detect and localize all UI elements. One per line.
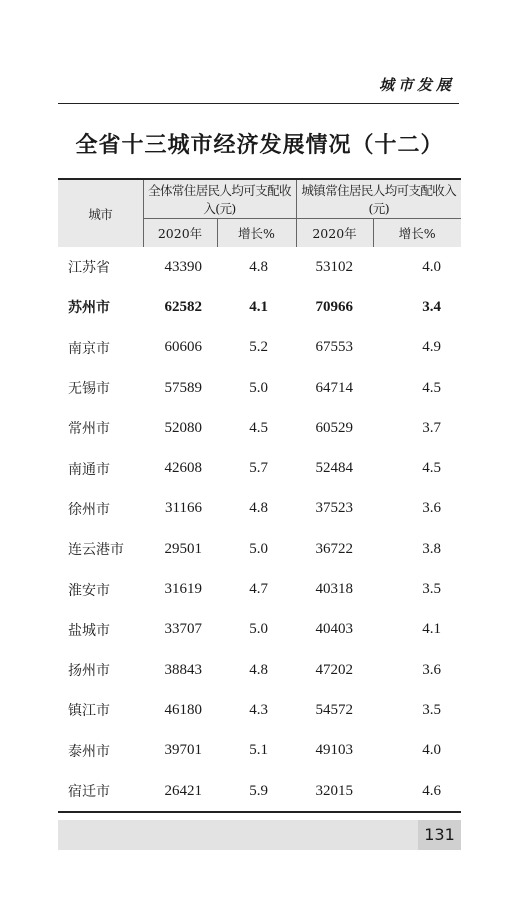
cell-growth-all: 4.3 [249,701,268,718]
cell-growth-urban: 3.5 [422,581,441,598]
cell-income-all: 57589 [164,379,202,396]
cell-income-all: 29501 [164,540,202,557]
cell-income-urban: 53102 [315,258,353,275]
cell-growth-urban: 4.6 [422,782,441,799]
cell-growth-all: 4.8 [249,661,268,678]
cell-growth-all: 5.0 [249,540,268,557]
cell-income-urban: 70966 [315,298,353,315]
cell-growth-urban: 3.6 [422,661,441,678]
cell-income-all: 62582 [164,298,202,315]
cell-income-urban: 37523 [315,500,353,517]
cell-city: 江苏省 [68,260,110,277]
table-row [58,287,461,327]
cell-income-urban: 52484 [315,460,353,477]
page-title: 全省十三城市经济发展情况（十二） [75,133,444,158]
cell-growth-all: 4.8 [249,258,268,275]
cell-income-all: 46180 [164,701,202,718]
table-row [58,408,461,448]
cell-income-all: 43390 [164,258,202,275]
cell-income-urban: 67553 [315,339,353,356]
cell-income-urban: 40403 [315,621,353,638]
table-row [58,771,461,811]
cell-income-urban: 36722 [315,540,353,557]
cell-income-urban: 47202 [315,661,353,678]
cell-growth-urban: 3.6 [422,500,441,517]
cell-growth-all: 4.7 [249,581,268,598]
cell-income-all: 38843 [164,661,202,678]
cell-city: 苏州市 [68,300,110,317]
income-table-grid [58,180,461,811]
cell-growth-all: 5.7 [249,460,268,477]
cell-city: 扬州市 [68,663,110,680]
cell-growth-all: 4.8 [249,500,268,517]
cell-growth-urban: 4.1 [422,621,441,638]
cell-growth-urban: 3.4 [422,298,441,315]
table-row [58,610,461,650]
table-row [58,328,461,368]
column-header-city: 城市 [58,180,143,247]
cell-city: 盐城市 [68,622,110,639]
cell-city: 连云港市 [68,542,124,559]
cell-income-all: 31166 [165,500,202,517]
column-header-year-a: 2020年 [143,219,217,248]
table-row [58,529,461,569]
cell-income-urban: 64714 [315,379,353,396]
income-table [58,178,461,813]
cell-growth-urban: 4.0 [422,258,441,275]
header-divider [58,103,459,104]
cell-income-all: 42608 [164,460,202,477]
cell-growth-urban: 4.5 [422,460,441,477]
table-row [58,489,461,529]
cell-city: 南通市 [68,461,110,478]
page-number: 131 [418,820,461,850]
cell-city: 南京市 [68,340,110,357]
cell-income-all: 33707 [164,621,202,638]
column-header-growth-a: 增长% [217,219,296,248]
column-header-year-b: 2020年 [296,219,373,248]
cell-growth-urban: 3.5 [422,701,441,718]
footer-bar [58,820,418,850]
table-row [58,650,461,690]
cell-growth-all: 5.0 [249,621,268,638]
cell-income-all: 39701 [164,742,202,759]
cell-city: 宿迁市 [68,784,110,800]
cell-growth-all: 4.5 [249,419,268,436]
cell-income-all: 60606 [164,339,202,356]
cell-income-all: 52080 [164,419,202,436]
table-row [58,448,461,488]
cell-income-urban: 49103 [315,742,353,759]
cell-growth-urban: 4.0 [422,742,441,759]
cell-growth-all: 5.1 [249,742,268,759]
cell-city: 淮安市 [68,582,110,599]
table-row [58,731,461,771]
cell-growth-urban: 3.8 [422,540,441,557]
cell-income-urban: 32015 [315,782,353,799]
table-row [58,247,461,287]
cell-city: 无锡市 [68,381,110,398]
cell-income-urban: 40318 [315,581,353,598]
table-header [58,180,461,247]
column-group-header-urban-residents: 城镇常住居民人均可支配收入(元) [296,180,461,219]
cell-growth-all: 5.2 [249,339,268,356]
table-row [58,368,461,408]
section-label: 城市发展 [378,76,455,94]
cell-growth-all: 5.0 [249,379,268,396]
table-row [58,690,461,730]
cell-growth-all: 5.9 [249,782,268,799]
cell-growth-urban: 4.5 [422,379,441,396]
cell-income-urban: 60529 [315,419,353,436]
cell-income-all: 26421 [164,782,202,799]
cell-growth-all: 4.1 [249,298,268,315]
column-header-growth-b: 增长% [373,219,461,248]
cell-income-all: 31619 [164,581,202,598]
column-group-header-all-residents: 全体常住居民人均可支配收入(元) [143,180,296,219]
cell-city: 徐州市 [68,501,110,518]
cell-income-urban: 54572 [315,701,353,718]
cell-growth-urban: 3.7 [422,419,441,436]
cell-growth-urban: 4.9 [422,339,441,356]
cell-city: 镇江市 [68,703,110,720]
cell-city: 常州市 [68,421,110,438]
table-body [58,247,461,811]
table-row [58,569,461,609]
cell-city: 泰州市 [68,743,110,760]
